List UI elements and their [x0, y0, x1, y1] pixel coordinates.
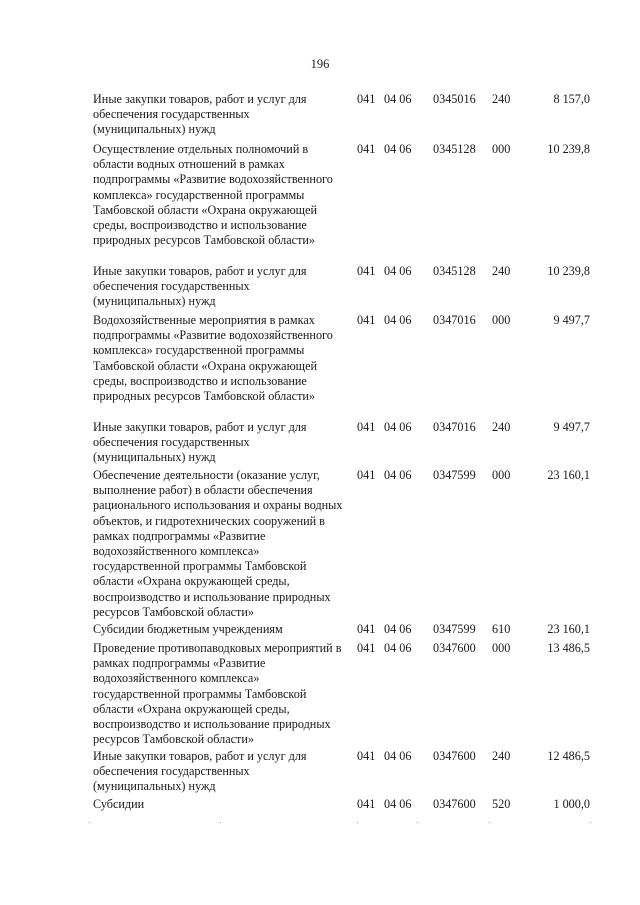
row-type: 610: [492, 622, 511, 636]
row-type: 240: [492, 749, 511, 763]
row-name: Субсидии бюджетным учреждениям: [93, 622, 283, 636]
scan-dot: [590, 822, 591, 823]
row-type: 000: [492, 313, 511, 327]
row-amount: 9 497,7: [553, 313, 590, 327]
row-amount: 1 000,0: [553, 797, 590, 811]
row-section: 04 06: [384, 797, 412, 811]
row-section: 04 06: [384, 313, 412, 327]
row-code: 041: [357, 749, 376, 763]
row-section: 04 06: [384, 264, 412, 278]
row-type: 000: [492, 142, 511, 156]
row-code: 041: [357, 797, 376, 811]
row-section: 04 06: [384, 420, 412, 434]
row-code: 041: [357, 92, 376, 106]
row-type: 000: [492, 641, 511, 655]
scan-dot: [89, 822, 90, 823]
row-name: Субсидии: [93, 797, 145, 811]
page-number: 196: [310, 57, 330, 71]
row-amount: 9 497,7: [553, 420, 590, 434]
row-target: 0347599: [433, 468, 476, 482]
row-amount: 10 239,8: [547, 264, 590, 278]
scan-noise-dots: [0, 822, 640, 824]
row-code: 041: [357, 622, 376, 636]
row-target: 0347016: [433, 420, 476, 434]
row-target: 0347599: [433, 622, 476, 636]
row-target: 0347600: [433, 641, 476, 655]
row-section: 04 06: [384, 641, 412, 655]
row-name: Иные закупки товаров, работ и услуг для обеспечения государственных (муниципальных) нужд: [93, 92, 307, 137]
row-name: Иные закупки товаров, работ и услуг для обеспечения государственных (муниципальных) нужд: [93, 420, 307, 465]
row-name: Иные закупки товаров, работ и услуг для обеспечения государственных (муниципальных) нужд: [93, 749, 307, 794]
row-code: 041: [357, 468, 376, 482]
row-amount: 23 160,1: [547, 468, 590, 482]
scan-dot: [489, 822, 490, 823]
row-section: 04 06: [384, 92, 412, 106]
row-code: 041: [357, 313, 376, 327]
row-target: 0347016: [433, 313, 476, 327]
row-name: Иные закупки товаров, работ и услуг для обеспечения государственных (муниципальных) нужд: [93, 264, 307, 309]
row-section: 04 06: [384, 622, 412, 636]
row-code: 041: [357, 641, 376, 655]
row-section: 04 06: [384, 468, 412, 482]
row-amount: 8 157,0: [553, 92, 590, 106]
row-target: 0345128: [433, 264, 476, 278]
scan-dot: [357, 822, 358, 823]
row-code: 041: [357, 420, 376, 434]
row-amount: 23 160,1: [547, 622, 590, 636]
row-type: 520: [492, 797, 511, 811]
row-code: 041: [357, 142, 376, 156]
row-type: 000: [492, 468, 511, 482]
row-name: Осуществление отдельных полномочий в области водных отношений в рамках подпрограммы «Развитие водохозяйственного комплекса» государственной программы Тамбовской области «Охрана окружающей среды, воспроизводство и использование природных ресурсов Тамбовской области»: [93, 142, 333, 248]
row-name: Водохозяйственные мероприятия в рамках подпрограммы «Развитие водохозяйственного комплекса» государственной программы Тамбовской области «Охрана окружающей среды, воспроизводство и использование природных ресурсов Тамбовской области»: [93, 313, 333, 404]
row-target: 0345128: [433, 142, 476, 156]
row-amount: 10 239,8: [547, 142, 590, 156]
row-target: 0347600: [433, 797, 476, 811]
row-amount: 12 486,5: [547, 749, 590, 763]
row-code: 041: [357, 264, 376, 278]
row-name: Обеспечение деятельности (оказание услуг, выполнение работ) в области обеспечения рационального использования и охраны водных объектов, и гидротехнических сооружений в рамках подпрограммы «Развитие водохозяйственного комплекса» государственной программы Тамбовской области «Охрана окружающей среды, воспроизводство и использование природных ресурсов Тамбовской области»: [93, 468, 343, 619]
row-target: 0347600: [433, 749, 476, 763]
row-section: 04 06: [384, 749, 412, 763]
scan-dot: [417, 822, 418, 823]
row-type: 240: [492, 420, 511, 434]
row-amount: 13 486,5: [547, 641, 590, 655]
row-name: Проведение противопаводковых мероприятий в рамках подпрограммы «Развитие водохозяйственного комплекса» государственной программы Тамбовской области «Охрана окружающей среды, воспроизводство и использование природных ресурсов Тамбовской области»: [93, 641, 342, 747]
scan-dot: [220, 822, 221, 823]
row-target: 0345016: [433, 92, 476, 106]
row-type: 240: [492, 264, 511, 278]
row-section: 04 06: [384, 142, 412, 156]
row-type: 240: [492, 92, 511, 106]
